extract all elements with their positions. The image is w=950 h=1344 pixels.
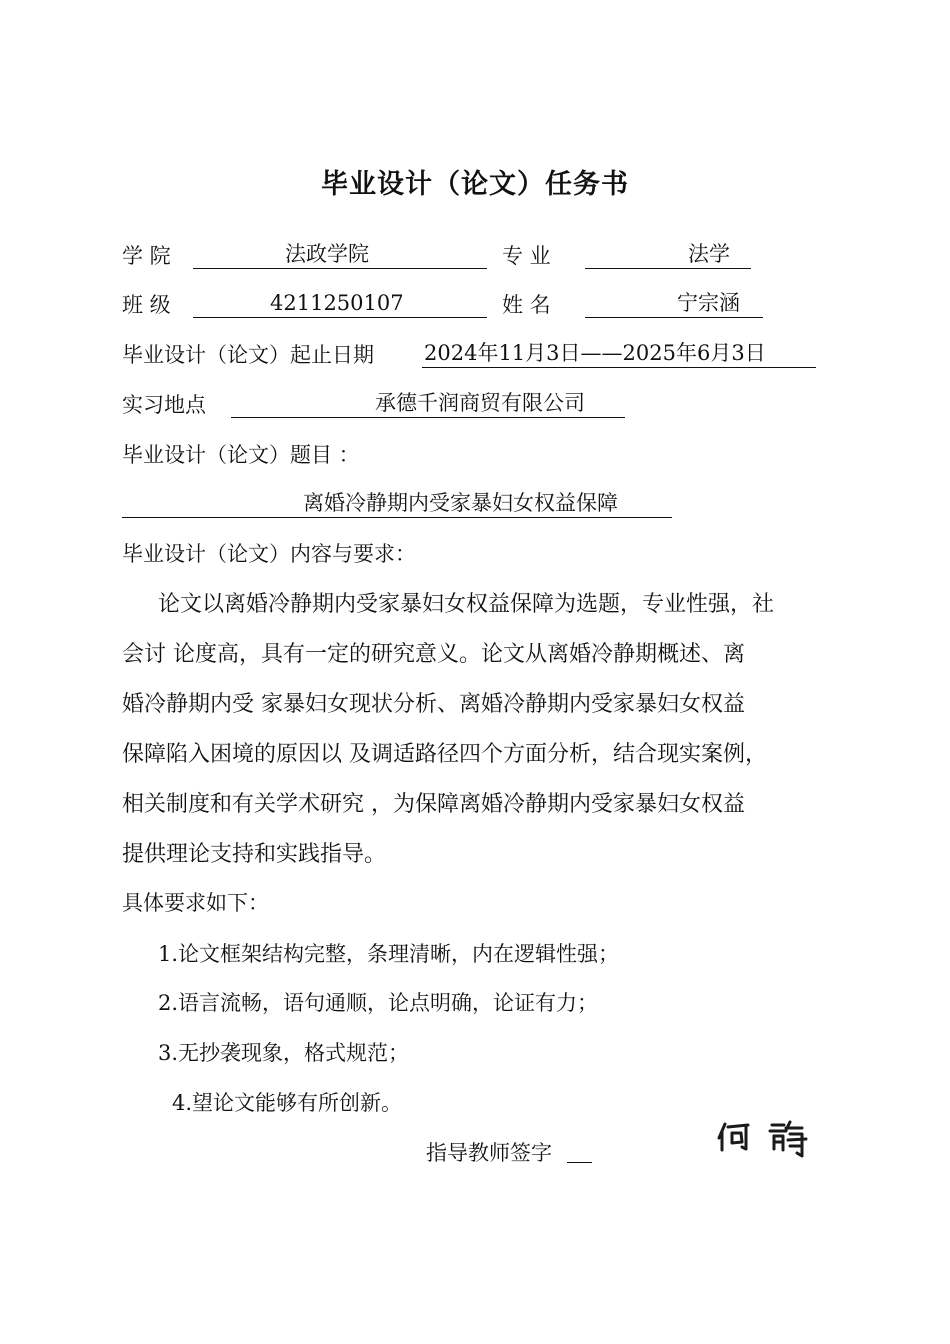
requirement-item: 1.论文框架结构完整，条理清晰，内在逻辑性强； <box>158 942 620 966</box>
content-line: 保障陷入困境的原因以 及调适路径四个方面分析，结合现实案例， <box>122 742 767 767</box>
content-line: 会讨 论度高，具有一定的研究意义。论文从离婚冷静期概述、离 <box>122 642 745 667</box>
requirement-item: 3.无抄袭现象，格式规范； <box>158 1041 410 1065</box>
requirements-heading: 具体要求如下： <box>122 891 269 915</box>
dates-label: 毕业设计（论文）起止日期 <box>122 343 374 367</box>
name-value: 宁宗涵 <box>677 291 740 315</box>
name-field <box>585 289 763 318</box>
class-label: 班 级 <box>122 293 171 317</box>
college-field <box>193 240 487 269</box>
major-value: 法学 <box>688 242 730 266</box>
dates-value: 2024年11月3日——2025年6月3日 <box>424 341 766 365</box>
content-line: 婚冷静期内受 家暴妇女现状分析、离婚冷静期内受家暴妇女权益 <box>122 692 745 717</box>
topic-value: 离婚冷静期内受家暴妇女权益保障 <box>303 491 618 515</box>
college-label: 学 院 <box>122 244 171 268</box>
requirement-item: 4.望论文能够有所创新。 <box>172 1091 403 1115</box>
content-line: 论文以离婚冷静期内受家暴妇女权益保障为选题，专业性强，社 <box>158 592 775 617</box>
major-label: 专 业 <box>502 244 551 268</box>
topic-field <box>122 489 672 518</box>
content-line: 相关制度和有关学术研究 ，为保障离婚冷静期内受家暴妇女权益 <box>122 792 745 817</box>
major-field <box>585 240 751 269</box>
location-value: 承德千润商贸有限公司 <box>375 391 585 415</box>
handwritten-signature <box>712 1116 812 1164</box>
dates-field <box>422 339 816 368</box>
document-title: 毕业设计（论文）任务书 <box>321 169 629 200</box>
name-label: 姓 名 <box>502 293 551 317</box>
content-heading: 毕业设计（论文）内容与要求： <box>122 542 416 566</box>
college-value: 法政学院 <box>285 242 369 266</box>
class-field <box>193 289 487 318</box>
location-label: 实习地点 <box>122 393 206 417</box>
topic-label: 毕业设计（论文）题目 ： <box>122 443 360 467</box>
signature-underline <box>567 1162 592 1163</box>
location-field <box>231 389 625 418</box>
content-line: 提供理论支持和实践指导。 <box>122 842 387 867</box>
class-value: 4211250107 <box>270 291 404 315</box>
requirement-item: 2.语言流畅，语句通顺，论点明确，论证有力； <box>158 991 599 1015</box>
signature-label: 指导教师签字 <box>426 1141 552 1165</box>
